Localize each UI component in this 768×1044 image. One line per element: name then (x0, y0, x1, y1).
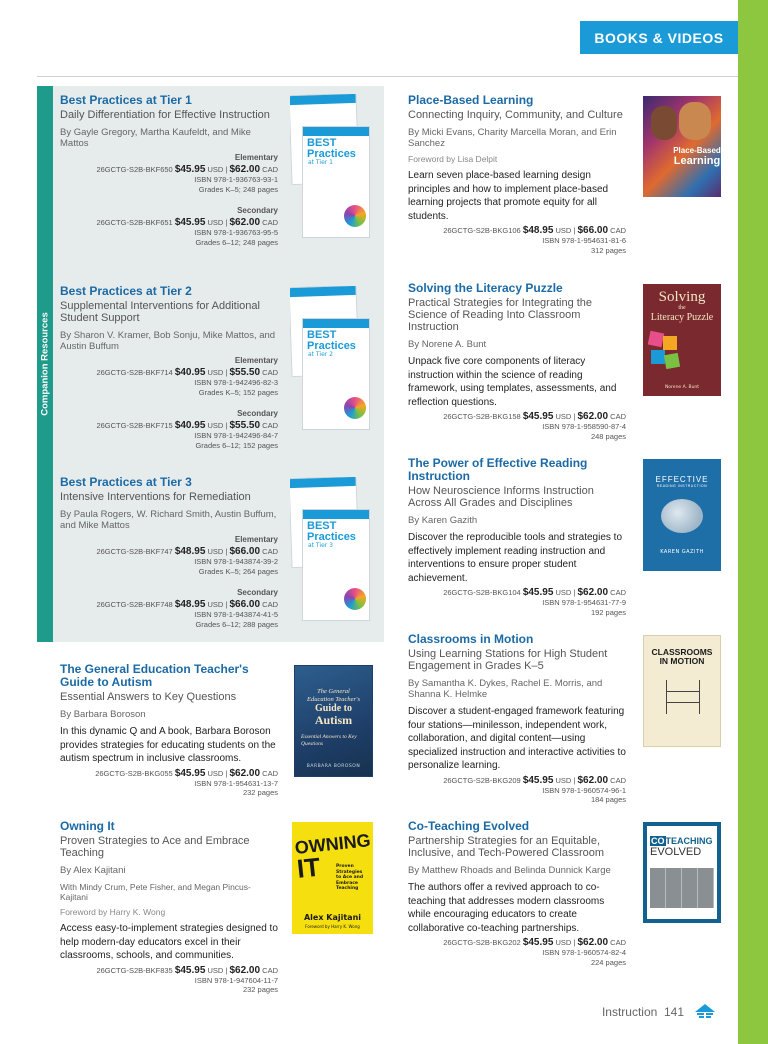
currency-usd: USD | (555, 775, 576, 785)
book-subtitle: Proven Strategies to Ace and Embrace Teaching (60, 835, 250, 859)
book-title[interactable]: Best Practices at Tier 1 (60, 93, 192, 107)
isbn: ISBN 978-1-954631-81-6 (542, 236, 626, 245)
book-entry (60, 820, 278, 995)
book-contributors: With Mindy Crum, Pete Fisher, and Megan Pincus-Kajitani (60, 882, 251, 902)
price-line (60, 768, 278, 779)
currency-cad: CAD (262, 165, 278, 174)
price-line (408, 587, 626, 598)
book-entry (408, 820, 626, 967)
book-description: The authors offer a revived approach to co-teaching that addresses modern classrooms while encouraging educators to create collaborative co-teaching partnerships. (408, 882, 605, 934)
currency-usd: USD | (555, 412, 576, 421)
edition-level: Elementary (234, 356, 278, 365)
book-cover-literacy-puzzle[interactable] (643, 284, 721, 396)
currency-usd: USD | (207, 165, 228, 174)
price-line (60, 367, 278, 378)
cover-author: KAREN GAZITH (660, 549, 704, 555)
grades-pages: Grades K–5; 152 pages (198, 387, 278, 397)
price-line (408, 225, 626, 236)
price-line (60, 164, 278, 175)
cover-tier-text: at Tier 2 (308, 351, 333, 358)
currency-cad: CAD (610, 588, 626, 597)
cover-art (679, 102, 711, 140)
currency-usd: USD | (207, 768, 228, 778)
cover-author: Alex Kajitani (303, 913, 362, 922)
currency-usd: USD | (207, 368, 228, 377)
cover-best-text: BEST Practices (307, 329, 356, 352)
book-authors: By Sharon V. Kramer, Bob Sonju, Mike Mattos, and Austin Buffum (60, 330, 276, 352)
book-foreword: Foreword by Lisa Delpit (408, 154, 498, 164)
price-usd: $40.95 (174, 420, 206, 431)
cover-title: CLASSROOMS IN MOTION (651, 647, 713, 666)
price-line (60, 546, 278, 557)
book-cover-owning-it[interactable] (292, 822, 373, 934)
price-usd: $45.95 (174, 164, 206, 175)
currency-usd: USD | (207, 218, 228, 227)
price-usd: $45.95 (522, 411, 554, 422)
book-cover-place-based[interactable] (643, 96, 721, 197)
grades-pages: Grades K–5; 248 pages (198, 184, 278, 194)
isbn: ISBN 978-1-942496-84-7 (194, 431, 278, 440)
footer-section: Instruction (601, 1005, 658, 1019)
book-authors: By Karen Gazith (408, 515, 478, 526)
price-line (60, 420, 278, 431)
currency-usd: USD | (555, 588, 576, 597)
cover-title: EFFECTIVE READING INSTRUCTION (655, 475, 709, 488)
book-foreword: Foreword by Harry K. Wong (60, 907, 166, 917)
cover-art (344, 397, 366, 419)
isbn: ISBN 978-1-960574-82-4 (542, 948, 626, 957)
book-authors: By Alex Kajitani (60, 865, 126, 876)
price-line (60, 965, 278, 976)
price-usd: $48.95 (174, 599, 206, 610)
product-code: 26GCTG-S2B-BKF715 (96, 421, 173, 430)
price-usd: $45.95 (522, 774, 554, 786)
price-cad: $62.00 (577, 937, 609, 948)
cover-best-text: BEST Practices (307, 137, 356, 160)
price-cad: $66.00 (577, 225, 609, 236)
section-badge: BOOKS & VIDEOS (580, 21, 738, 54)
edition-level: Elementary (234, 153, 278, 162)
price-line (408, 937, 626, 948)
cover-front (302, 126, 370, 238)
price-cad: $55.50 (229, 367, 261, 378)
page-number: 141 (663, 1005, 684, 1019)
cover-front (302, 318, 370, 430)
book-subtitle: Intensive Interventions for Remediation (60, 491, 251, 503)
puzzle-piece (651, 350, 665, 364)
book-authors: By Paula Rogers, W. Richard Smith, Austin Buffum, and Mike Mattos (60, 509, 277, 531)
currency-cad: CAD (262, 421, 278, 430)
book-title[interactable]: Best Practices at Tier 3 (60, 475, 192, 489)
book-cover-classrooms-motion[interactable] (643, 635, 721, 747)
cover-tier-text: at Tier 1 (308, 159, 333, 166)
currency-cad: CAD (262, 965, 278, 975)
price-cad: $62.00 (229, 217, 261, 228)
book-description: Discover the reproducible tools and strategies to effectively implement reading instruction and interventions to ensure proper student achievement. (408, 532, 623, 584)
book-entry (60, 663, 278, 798)
product-code: 26GCTG-S2B-BKG055 (95, 768, 173, 778)
currency-usd: USD | (207, 600, 228, 609)
page-count: 312 pages (590, 245, 626, 255)
price-usd: $48.95 (174, 546, 206, 557)
book-entry (408, 633, 626, 805)
book-subtitle: Practical Strategies for Integrating the Science of Reading Into Classroom Instruction (408, 297, 593, 333)
cover-photos (650, 868, 714, 908)
book-entry (60, 285, 278, 450)
puzzle-piece (663, 336, 677, 350)
price-usd: $40.95 (174, 367, 206, 378)
grades-pages: Grades 6–12; 288 pages (195, 619, 278, 629)
page-count: 232 pages (242, 788, 278, 797)
price-usd: $45.95 (174, 217, 206, 228)
product-code: 26GCTG-S2B-BKG209 (443, 775, 521, 785)
book-entry (408, 94, 626, 255)
currency-usd: USD | (207, 965, 228, 975)
book-subtitle: Using Learning Stations for High Student Engagement in Grades K–5 (408, 648, 608, 672)
tic-tac-toe-grid (666, 680, 700, 714)
book-cover-autism[interactable] (294, 665, 373, 777)
cover-title: Place-Based Learning (673, 146, 721, 167)
isbn: ISBN 978-1-960574-96-1 (542, 785, 626, 795)
cover-art (344, 588, 366, 610)
book-title[interactable]: Solving the Literacy Puzzle (408, 281, 563, 295)
product-code: 26GCTG-S2B-BKF714 (96, 368, 173, 377)
book-title[interactable]: The Power of Effective Reading Instruction (408, 456, 588, 483)
page-count: 248 pages (590, 431, 626, 441)
page-footer (602, 1005, 684, 1019)
cover-foreword: Foreword by Harry K. Wong (305, 924, 360, 929)
book-description: Unpack five core components of literacy instruction within the science of reading framework, using templates, assessments, and reflection questions. (408, 356, 617, 408)
book-subtitle: Partnership Strategies for an Equitable, Inclusive, and Tech-Powered Classroom (408, 835, 605, 859)
edition-level: Secondary (237, 409, 278, 418)
currency-usd: USD | (555, 938, 576, 947)
isbn: ISBN 978-1-942496-82-3 (194, 378, 278, 387)
book-cover-tier2[interactable] (290, 286, 374, 438)
cover-art (344, 205, 366, 227)
price-cad: $62.00 (229, 964, 261, 976)
product-code: 26GCTG-S2B-BKF650 (96, 165, 173, 174)
product-code: 26GCTG-S2B-BKF835 (96, 965, 173, 975)
cover-author: BARBARA BOROSON (306, 764, 361, 769)
book-entry (408, 282, 626, 441)
price-line (60, 217, 278, 228)
currency-cad: CAD (262, 768, 278, 778)
cover-art (651, 106, 677, 140)
cover-tagline: Proven Strategies to Ace and Embrace Teaching (336, 864, 364, 891)
book-title[interactable]: Best Practices at Tier 2 (60, 284, 192, 298)
book-authors: By Gayle Gregory, Martha Kaufeldt, and Mike Mattos (60, 127, 251, 149)
cover-title: COTEACHING EVOLVED (650, 836, 713, 858)
price-usd: $45.95 (522, 937, 554, 948)
price-line (408, 411, 626, 422)
edition-level: Elementary (234, 535, 278, 544)
book-authors: By Norene A. Bunt (408, 339, 487, 350)
book-cover-tier1[interactable] (290, 94, 374, 246)
book-subtitle: Essential Answers to Key Questions (60, 691, 237, 703)
currency-usd: USD | (555, 226, 576, 235)
price-line (408, 775, 626, 786)
product-code: 26GCTG-S2B-BKG104 (443, 588, 521, 597)
book-title[interactable]: Co-Teaching Evolved (408, 819, 530, 833)
price-usd: $48.95 (522, 225, 554, 236)
cover-title: Solving the Literacy Puzzle (650, 289, 714, 323)
grades-pages: Grades 6–12; 152 pages (195, 440, 278, 450)
book-entry (408, 457, 626, 617)
price-cad: $66.00 (229, 546, 261, 557)
book-subtitle: Daily Differentiation for Effective Instruction (60, 109, 270, 121)
book-entry (60, 94, 278, 247)
cover-front (302, 509, 370, 621)
price-cad: $62.00 (229, 767, 261, 779)
puzzle-piece (648, 331, 665, 348)
edition-level: Secondary (237, 588, 278, 597)
product-code: 26GCTG-S2B-BKG158 (443, 412, 521, 421)
book-title[interactable]: Place-Based Learning (408, 93, 534, 107)
page-count: 192 pages (590, 607, 626, 617)
price-cad: $62.00 (229, 164, 261, 175)
page-count: 224 pages (590, 957, 626, 967)
currency-usd: USD | (207, 547, 228, 556)
currency-cad: CAD (262, 368, 278, 377)
price-cad: $66.00 (229, 599, 261, 610)
right-edge-bar (738, 0, 768, 1044)
book-authors: By Matthew Rhoads and Belinda Dunnick Karge (408, 865, 611, 876)
book-entry (60, 476, 278, 629)
cover-best-text: BEST Practices (307, 520, 356, 543)
page-count: 232 pages (242, 985, 278, 994)
currency-cad: CAD (610, 775, 626, 785)
product-code: 26GCTG-S2B-BKF747 (96, 547, 173, 556)
currency-cad: CAD (610, 938, 626, 947)
brain-icon (661, 499, 703, 533)
price-cad: $62.00 (577, 774, 609, 786)
book-subtitle: Connecting Inquiry, Community, and Culture (408, 109, 623, 121)
currency-cad: CAD (610, 226, 626, 235)
product-code: 26GCTG-S2B-BKG202 (443, 938, 521, 947)
page-count: 184 pages (590, 795, 626, 804)
book-description: Learn seven place-based learning design principles and how to implement place-based learning projects that promote equity for all students. (408, 170, 609, 222)
currency-cad: CAD (610, 412, 626, 421)
cover-title: The General Education Teacher's Guide to Autism (307, 688, 360, 727)
cover-panel (647, 826, 717, 919)
puzzle-piece (664, 353, 680, 369)
product-code: 26GCTG-S2B-BKF748 (96, 600, 173, 609)
book-description: Access easy-to-implement strategies designed to help modern-day educators excel in their classrooms, schools, and communities. (60, 923, 278, 961)
currency-usd: USD | (207, 421, 228, 430)
price-line (60, 599, 278, 610)
grades-pages: Grades 6–12; 248 pages (195, 237, 278, 247)
edition-level: Secondary (237, 206, 278, 215)
price-usd: $45.95 (174, 767, 206, 779)
book-title[interactable]: The General Education Teacher's Guide to Autism (60, 662, 249, 689)
price-cad: $62.00 (577, 587, 609, 598)
currency-cad: CAD (262, 600, 278, 609)
book-subtitle: How Neuroscience Informs Instruction Across All Grades and Disciplines (408, 485, 594, 509)
isbn: ISBN 978-1-954631-77-9 (542, 598, 626, 607)
price-cad: $55.50 (229, 420, 261, 431)
price-cad: $62.00 (577, 411, 609, 422)
isbn: ISBN 978-1-936763-93-1 (194, 175, 278, 184)
book-title[interactable]: Classrooms in Motion (408, 632, 534, 646)
book-authors: By Micki Evans, Charity Marcella Moran, and Erin Sanchez (408, 127, 617, 149)
book-authors: By Samantha K. Dykes, Rachel E. Morris, and Shanna K. Helmke (408, 678, 603, 700)
companion-resources-label: Companion Resources (39, 312, 51, 416)
cover-tier-text: at Tier 3 (308, 542, 333, 549)
publisher-logo-icon (694, 1003, 716, 1021)
divider (37, 76, 738, 77)
book-authors: By Barbara Boroson (60, 709, 146, 720)
cover-big-title: OWNING IT (293, 830, 372, 884)
isbn: ISBN 978-1-943874-39-2 (194, 557, 278, 566)
currency-cad: CAD (262, 547, 278, 556)
book-cover-tier3[interactable] (290, 477, 374, 627)
book-title[interactable]: Owning It (60, 819, 115, 833)
book-description: In this dynamic Q and A book, Barbara Boroson provides strategies for educating students on the autism spectrum in inclusive classrooms. (60, 726, 276, 764)
book-cover-co-teaching[interactable] (643, 822, 721, 923)
isbn: ISBN 978-1-958590-87-4 (542, 422, 626, 431)
cover-tagline: Essential Answers to Key Questions (301, 734, 357, 747)
product-code: 26GCTG-S2B-BKF651 (96, 218, 173, 227)
price-usd: $45.95 (174, 964, 206, 976)
isbn: ISBN 978-1-936763-95-5 (194, 228, 278, 237)
cover-author: Norene A. Bunt (664, 385, 700, 390)
currency-cad: CAD (262, 218, 278, 227)
book-cover-effective-reading[interactable] (643, 459, 721, 571)
price-usd: $45.95 (522, 587, 554, 598)
product-code: 26GCTG-S2B-BKG106 (443, 226, 521, 235)
isbn: ISBN 978-1-943874-41-5 (194, 610, 278, 619)
grades-pages: Grades K–5; 264 pages (198, 566, 278, 576)
book-description: Discover a student-engaged framework featuring four stations—minilesson, independent work, collaboration, and digital content—using specialized instruction and interactive activities to personalize learning. (408, 706, 626, 771)
book-subtitle: Supplemental Interventions for Additional Student Support (60, 300, 260, 324)
isbn: ISBN 978-1-947604-11-7 (194, 975, 278, 985)
isbn: ISBN 978-1-954631-13-7 (194, 778, 278, 788)
